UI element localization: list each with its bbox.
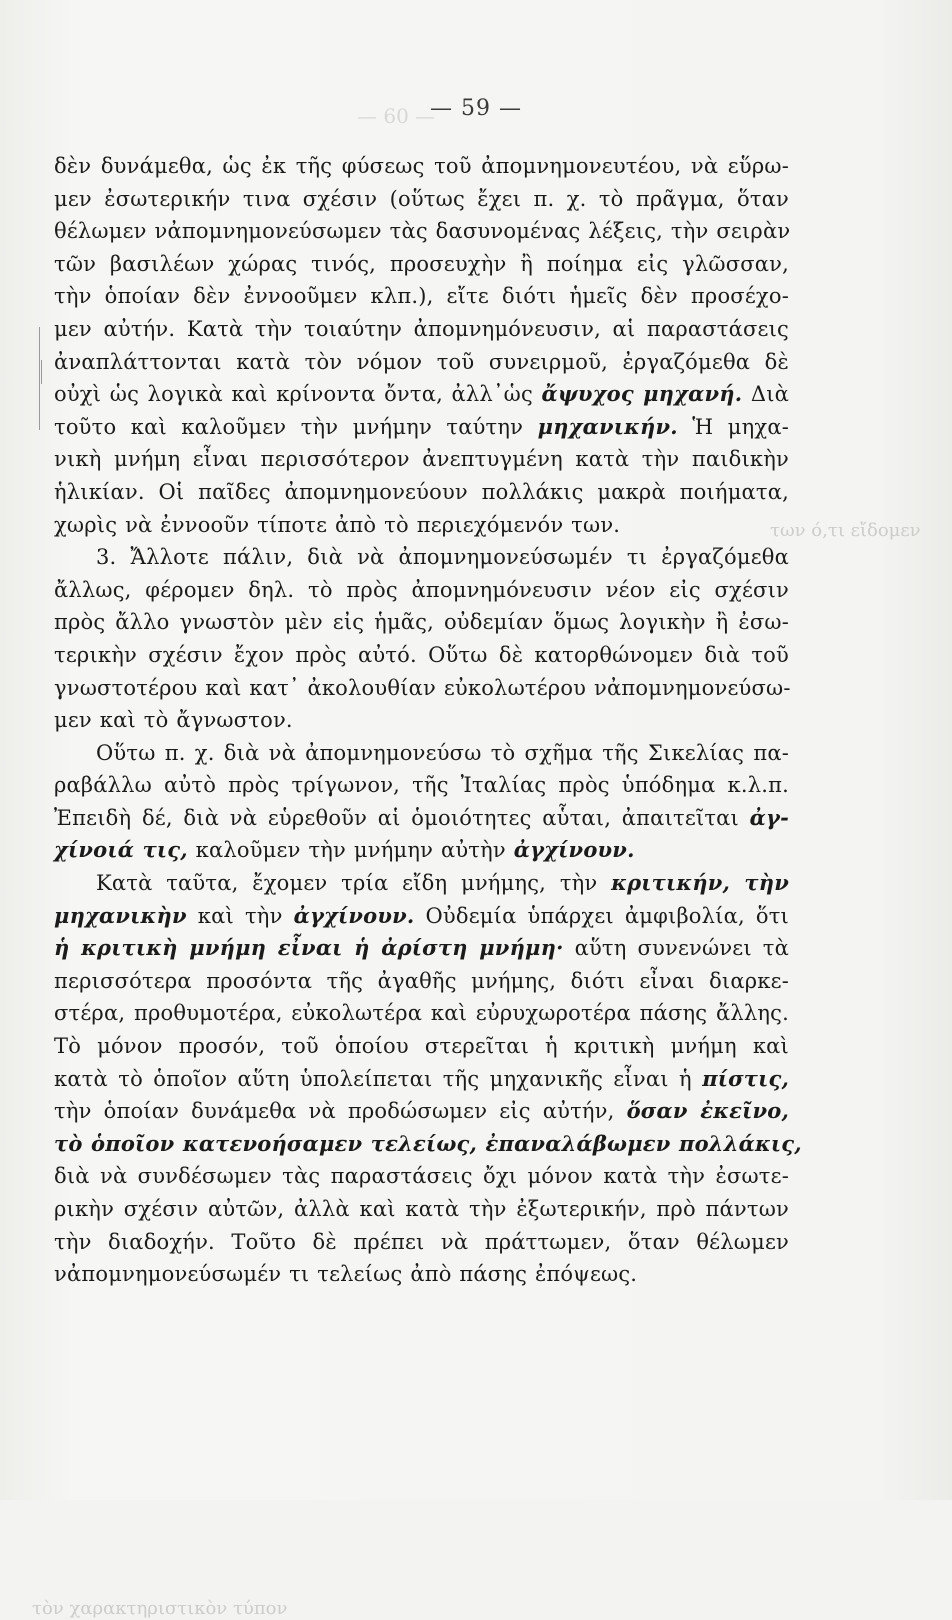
text-segment: τερικὴν σχέσιν ἔχον πρὸς αὐτό. Οὕτω δὲ κατορθώνομεν διὰ τοῦ (54, 642, 789, 667)
text-segment: τὴν ὁποίαν δὲν ἐννοοῦμεν κλπ.), εἴτε διότι ἡμεῖς δὲν προσέχο- (54, 284, 789, 309)
text-segment: ραβάλλω αὐτὸ πρὸς τρίγωνον, τῆς Ἰταλίας πρὸς ὑπόδημα κ.λ.π. (54, 773, 789, 798)
text-segment: Ἡ μηχα- (677, 414, 789, 439)
text-segment: καλοῦμεν τὴν μνήμην αὐτὴν (187, 838, 514, 863)
body-text (54, 150, 802, 1291)
text-line (54, 639, 789, 672)
text-line (54, 215, 789, 248)
emphasized-text: μηχανικὴν (54, 902, 187, 928)
text-segment: διὰ νὰ συνδέσωμεν τὰς παραστάσεις ὄχι μόνον κατὰ τὴν ἐσωτε- (54, 1164, 789, 1189)
text-line (54, 834, 789, 867)
text-segment: Οὕτω π. χ. διὰ νὰ ἀπομνημονεύσω τὸ σχῆμα τῆς Σικελίας πα- (96, 740, 789, 765)
text-line (54, 280, 789, 313)
text-line (54, 704, 789, 737)
text-line (54, 1193, 789, 1226)
emphasized-text: κριτικήν, τὴν (611, 870, 789, 896)
text-segment: χωρὶς νὰ ἐννοοῦν τίποτε ἀπὸ τὸ περιεχόμενόν των. (54, 512, 621, 537)
text-segment: καὶ τὴν (186, 903, 294, 928)
text-segment: τῶν βασιλέων χώρας τινός, προσευχὴν ἢ ποίημα εἰς γλῶσσαν, (54, 251, 789, 276)
text-segment: Ἐπειδὴ δέ, διὰ νὰ εὑρεθοῦν αἱ ὁμοιότητες αὗται, ἀπαιτεῖται (54, 805, 750, 830)
text-segment: ἀναπλάττονται κατὰ τὸν νόμον τοῦ συνειρμοῦ, ἐργαζόμεθα δὲ (54, 349, 789, 374)
text-segment: γνωστοτέρου καὶ κατ᾽ ἀκολουθίαν εὐκολωτέρου νἀπομνημονεύσω- (54, 675, 791, 700)
text-segment: τὴν ὁποίαν δυνάμεθα νὰ προδώσωμεν εἰς αὐτήν, (54, 1099, 627, 1124)
text-line (54, 1030, 789, 1063)
text-segment: Κατὰ ταῦτα, ἔχομεν τρία εἴδη μνήμης, τὴν (96, 871, 612, 896)
emphasized-text: τὸ ὁποῖον κατενοήσαμεν τελείως, ἐπαναλάβωμεν πολλάκις, (54, 1130, 802, 1156)
text-line (54, 248, 789, 281)
text-segment: πρὸς ἄλλο γνωστὸν μὲν εἰς ἡμᾶς, οὐδεμίαν ὅμως λογικὴν ἢ ἐσω- (54, 610, 789, 635)
emphasized-text: μηχανικήν. (537, 413, 678, 439)
text-segment: αὕτη συνενώνει τὰ (563, 936, 789, 961)
text-segment: νικὴ μνήμη εἶναι περισσότερον ἀνεπτυγμένη κατὰ τὴν παιδικὴν (54, 447, 789, 472)
text-line (54, 1128, 802, 1161)
text-line (54, 769, 789, 802)
emphasized-text: ἀγχίνουν. (293, 902, 415, 928)
text-line (54, 802, 789, 835)
emphasized-text: πίστις, (702, 1065, 789, 1091)
bleedthrough-fragment: των ό,τι εἴδομεν (770, 520, 921, 541)
text-line (54, 443, 789, 476)
margin-mark (39, 327, 40, 430)
text-line (54, 183, 789, 216)
text-line (54, 378, 789, 411)
text-line (54, 1063, 789, 1096)
emphasized-text: ἄψυχος μηχανή. (541, 381, 743, 407)
text-segment: ρικὴν σχέσιν αὐτῶν, ἀλλὰ καὶ κατὰ τὴν ἐξωτερικήν, πρὸ πάντων (54, 1197, 789, 1221)
text-line (54, 1095, 789, 1128)
text-segment: μεν αὐτήν. Κατὰ τὴν τοιαύτην ἀπομνημόνευσιν, αἱ παραστάσεις (54, 316, 789, 341)
text-segment: τὴν διαδοχήν. Τοῦτο δὲ πρέπει νὰ πράττωμεν, ὅταν θέλωμεν (54, 1229, 789, 1254)
text-segment: μεν καὶ τὸ ἄγνωστον. (54, 708, 293, 733)
text-line (54, 346, 789, 379)
emphasized-text: ἀγχίνουν. (513, 837, 635, 863)
text-segment: θέλωμεν νἀπομνημονεύσωμεν τὰς δασυνομένας λέξεις, τὴν σειρὰν (54, 219, 791, 244)
text-segment: κατὰ τὸ ὁποῖον αὕτη ὑπολείπεται τῆς μηχανικῆς εἶναι ἡ (54, 1066, 703, 1091)
page-number: — 59 — (430, 96, 522, 121)
emphasized-text: ὅσαν ἐκεῖνο, (626, 1098, 790, 1124)
bleedthrough-page-number: — 60 — (357, 104, 436, 128)
text-line (54, 313, 789, 346)
text-segment: τοῦτο καὶ καλοῦμεν τὴν μνήμην ταύτην (54, 414, 538, 439)
text-line (54, 997, 789, 1030)
text-line (54, 1226, 789, 1259)
text-segment: Διὰ (742, 382, 790, 407)
text-segment: περισσότερα προσόντα τῆς ἀγαθῆς μνήμης, διότι εἶναι διαρκε- (54, 968, 789, 993)
text-line (54, 737, 789, 770)
text-segment: νἀπομνημονεύσωμέν τι τελείως ἀπὸ πάσης ἐπόψεως. (54, 1262, 638, 1287)
text-segment: Οὐδεμία ὑπάρχει ἀμφιβολία, ὅτι (414, 903, 789, 928)
text-line (54, 672, 789, 705)
text-segment: οὐχὶ ὡς λογικὰ καὶ κρίνοντα ὄντα, ἀλλ᾽ὡς (54, 382, 542, 407)
margin-mark (41, 360, 42, 384)
text-segment: ἡλικίαν. Οἱ παῖδες ἀπομνημονεύουν πολλάκις μακρὰ ποιήματα, (54, 479, 789, 504)
text-line (54, 574, 789, 607)
text-line (54, 1258, 789, 1291)
text-line (54, 509, 789, 542)
emphasized-text: ἀγ- (749, 804, 789, 830)
text-line (54, 900, 789, 933)
text-segment: μεν ἐσωτερικήν τινα σχέσιν (οὕτως ἔχει π. χ. τὸ πρᾶγμα, ὅταν (54, 186, 789, 211)
text-line (54, 476, 789, 509)
text-line (54, 867, 789, 900)
text-segment: δὲν δυνάμεθα, ὡς ἐκ τῆς φύσεως τοῦ ἀπομνημονευτέου, νὰ εὕρω- (54, 154, 789, 178)
emphasized-text: ἡ κριτικὴ μνήμη εἶναι ἡ ἀρίστη μνήμη· (54, 935, 564, 961)
text-segment: 3. Ἄλλοτε πάλιν, διὰ νὰ ἀπομνημονεύσωμέν τι ἐργαζόμεθα (96, 545, 789, 570)
text-segment: ἄλλως, φέρομεν δηλ. τὸ πρὸς ἀπομνημόνευσιν νέον εἰς σχέσιν (54, 577, 789, 602)
text-line (54, 965, 789, 998)
text-line (54, 606, 789, 639)
emphasized-text: χίνοιά τις, (54, 837, 188, 863)
text-line (54, 932, 789, 965)
text-line (54, 411, 789, 444)
bleedthrough-fragment: τὸν χαρακτηριστικὸν τύπον (32, 1598, 288, 1619)
text-line (54, 541, 789, 574)
text-line (54, 150, 789, 183)
text-line (54, 1160, 789, 1193)
text-segment: Τὸ μόνον προσόν, τοῦ ὁποίου στερεῖται ἡ κριτικὴ μνήμη καὶ (54, 1034, 789, 1059)
text-segment: στέρα, προθυμοτέρα, εὐκολωτέρα καὶ εὐρυχωροτέρα πάσης ἄλλης. (54, 1001, 789, 1026)
